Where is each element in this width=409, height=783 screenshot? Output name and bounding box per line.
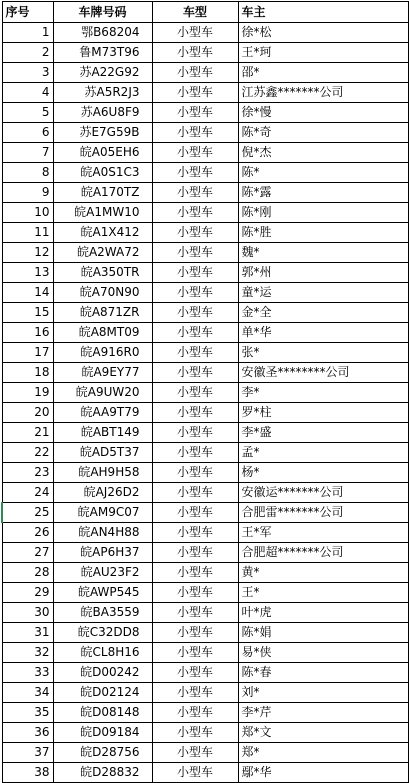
row-plate: 皖AH9H58 xyxy=(53,463,152,483)
row-seq: 1 xyxy=(2,23,53,43)
row-seq: 18 xyxy=(2,363,53,383)
row-owner: 金*全 xyxy=(238,303,408,323)
row-seq: 21 xyxy=(2,423,53,443)
row-plate: 皖A9UW20 xyxy=(53,383,152,403)
row-owner: 张* xyxy=(238,343,408,363)
table-row xyxy=(2,103,408,123)
row-plate: 苏A22G92 xyxy=(53,63,152,83)
row-seq: 7 xyxy=(2,143,53,163)
row-owner: 李* xyxy=(238,383,408,403)
table-row xyxy=(2,263,408,283)
row-seq: 16 xyxy=(2,323,53,343)
row-plate: 皖D28756 xyxy=(53,743,152,763)
vehicle-table xyxy=(1,1,409,783)
row-seq: 31 xyxy=(2,623,53,643)
row-plate: 皖AN4H88 xyxy=(53,523,152,543)
table-row xyxy=(2,223,408,243)
row-plate: 鄂B68204 xyxy=(53,23,152,43)
row-seq: 14 xyxy=(2,283,53,303)
row-owner: 刘* xyxy=(238,683,408,703)
row-seq: 20 xyxy=(2,403,53,423)
row-plate: 皖A0S1C3 xyxy=(53,163,152,183)
row-type: 小型车 xyxy=(152,503,238,523)
row-type: 小型车 xyxy=(152,83,238,103)
row-type: 小型车 xyxy=(152,403,238,423)
row-type: 小型车 xyxy=(152,23,238,43)
table-row xyxy=(2,123,408,143)
row-plate: 皖AU23F2 xyxy=(53,563,152,583)
row-type: 小型车 xyxy=(152,143,238,163)
row-owner: 王*珂 xyxy=(238,43,408,63)
row-plate: 皖A1X412 xyxy=(53,223,152,243)
row-owner: 邵* xyxy=(238,63,408,83)
row-plate: 皖A871ZR xyxy=(53,303,152,323)
row-seq: 27 xyxy=(2,543,53,563)
row-type: 小型车 xyxy=(152,543,238,563)
row-seq: 22 xyxy=(2,443,53,463)
row-seq: 17 xyxy=(2,343,53,363)
table-row xyxy=(2,623,408,643)
row-seq: 38 xyxy=(2,763,53,783)
table-row xyxy=(2,543,408,563)
row-plate: 皖A350TR xyxy=(53,263,152,283)
table-row xyxy=(2,43,408,63)
row-type: 小型车 xyxy=(152,283,238,303)
row-type: 小型车 xyxy=(152,323,238,343)
row-owner: 江苏鑫*******公司 xyxy=(238,83,408,103)
table-row xyxy=(2,583,408,603)
row-plate: 苏E7G59B xyxy=(53,123,152,143)
row-type: 小型车 xyxy=(152,763,238,783)
row-type: 小型车 xyxy=(152,463,238,483)
table-row xyxy=(2,143,408,163)
row-owner: 易*侠 xyxy=(238,643,408,663)
row-seq: 4 xyxy=(2,83,53,103)
row-plate: 皖D08148 xyxy=(53,703,152,723)
row-seq: 15 xyxy=(2,303,53,323)
row-seq: 6 xyxy=(2,123,53,143)
table-row xyxy=(2,63,408,83)
table-row xyxy=(2,383,408,403)
row-owner: 李*芹 xyxy=(238,703,408,723)
row-owner: 郭*州 xyxy=(238,263,408,283)
table-row xyxy=(2,83,408,103)
row-type: 小型车 xyxy=(152,183,238,203)
row-type: 小型车 xyxy=(152,383,238,403)
table-row xyxy=(2,663,408,683)
row-owner: 孟* xyxy=(238,443,408,463)
row-owner: 李*盛 xyxy=(238,423,408,443)
header-plate: 车牌号码 xyxy=(53,2,152,23)
header-row xyxy=(2,2,408,23)
row-type: 小型车 xyxy=(152,263,238,283)
row-type: 小型车 xyxy=(152,163,238,183)
row-type: 小型车 xyxy=(152,343,238,363)
row-owner: 安徽运*******公司 xyxy=(238,483,408,503)
row-plate: 鲁M73T96 xyxy=(53,43,152,63)
row-type: 小型车 xyxy=(152,703,238,723)
row-plate: 皖BA3559 xyxy=(53,603,152,623)
row-plate: 皖AA9T79 xyxy=(53,403,152,423)
row-seq: 37 xyxy=(2,743,53,763)
table-row xyxy=(2,163,408,183)
row-owner: 杨* xyxy=(238,463,408,483)
row-owner: 陈*春 xyxy=(238,663,408,683)
row-seq: 36 xyxy=(2,723,53,743)
row-owner: 郑* xyxy=(238,743,408,763)
row-plate: 皖D28832 xyxy=(53,763,152,783)
table-row xyxy=(2,203,408,223)
row-seq: 29 xyxy=(2,583,53,603)
row-seq: 35 xyxy=(2,703,53,723)
row-owner: 陈*露 xyxy=(238,183,408,203)
row-type: 小型车 xyxy=(152,123,238,143)
row-owner: 鄢*华 xyxy=(238,763,408,783)
row-plate: 皖ABT149 xyxy=(53,423,152,443)
table-row xyxy=(2,403,408,423)
table-row xyxy=(2,523,408,543)
row-seq: 25 xyxy=(2,503,53,523)
table-row xyxy=(2,723,408,743)
row-seq: 28 xyxy=(2,563,53,583)
row-type: 小型车 xyxy=(152,483,238,503)
row-type: 小型车 xyxy=(152,223,238,243)
row-owner: 罗*柱 xyxy=(238,403,408,423)
row-type: 小型车 xyxy=(152,643,238,663)
row-owner: 陈*娟 xyxy=(238,623,408,643)
table-row xyxy=(2,563,408,583)
row-plate: 皖CL8H16 xyxy=(53,643,152,663)
row-plate: 皖D09184 xyxy=(53,723,152,743)
row-seq: 30 xyxy=(2,603,53,623)
row-type: 小型车 xyxy=(152,743,238,763)
row-plate: 皖AJ26D2 xyxy=(53,483,152,503)
row-seq: 13 xyxy=(2,263,53,283)
row-plate: 皖A170TZ xyxy=(53,183,152,203)
row-seq: 8 xyxy=(2,163,53,183)
row-type: 小型车 xyxy=(152,203,238,223)
row-type: 小型车 xyxy=(152,443,238,463)
row-owner: 徐*慢 xyxy=(238,103,408,123)
table-row xyxy=(2,243,408,263)
row-seq: 19 xyxy=(2,383,53,403)
row-type: 小型车 xyxy=(152,563,238,583)
row-plate: 皖AD5T37 xyxy=(53,443,152,463)
row-owner: 合肥雷*******公司 xyxy=(238,503,408,523)
table-row xyxy=(2,423,408,443)
table-row xyxy=(2,463,408,483)
row-seq: 12 xyxy=(2,243,53,263)
table-row xyxy=(2,183,408,203)
row-type: 小型车 xyxy=(152,103,238,123)
table-row xyxy=(2,283,408,303)
row-plate: 皖AWP545 xyxy=(53,583,152,603)
table-row xyxy=(2,363,408,383)
table-row xyxy=(2,703,408,723)
row-owner: 陈*胜 xyxy=(238,223,408,243)
header-type: 车型 xyxy=(152,2,238,23)
row-plate: 皖A916R0 xyxy=(53,343,152,363)
row-owner: 陈* xyxy=(238,163,408,183)
row-plate: 苏A5R2J3 xyxy=(53,83,152,103)
row-plate: 皖D02124 xyxy=(53,683,152,703)
row-type: 小型车 xyxy=(152,303,238,323)
row-owner: 童*运 xyxy=(238,283,408,303)
table-row xyxy=(2,23,408,43)
row-plate: 皖A8MT09 xyxy=(53,323,152,343)
row-seq: 33 xyxy=(2,663,53,683)
row-seq: 34 xyxy=(2,683,53,703)
row-type: 小型车 xyxy=(152,423,238,443)
row-owner: 倪*杰 xyxy=(238,143,408,163)
row-owner: 王* xyxy=(238,583,408,603)
table-row xyxy=(2,443,408,463)
table-row xyxy=(2,343,408,363)
table-row xyxy=(2,503,408,523)
header-seq: 序号 xyxy=(2,2,53,23)
row-seq: 11 xyxy=(2,223,53,243)
row-type: 小型车 xyxy=(152,523,238,543)
table-row xyxy=(2,643,408,663)
row-owner: 陈*刚 xyxy=(238,203,408,223)
row-owner: 徐*松 xyxy=(238,23,408,43)
row-type: 小型车 xyxy=(152,63,238,83)
row-type: 小型车 xyxy=(152,43,238,63)
row-owner: 安徽圣********公司 xyxy=(238,363,408,383)
row-seq: 3 xyxy=(2,63,53,83)
row-plate: 皖A2WA72 xyxy=(53,243,152,263)
row-type: 小型车 xyxy=(152,683,238,703)
row-plate: 皖A70N90 xyxy=(53,283,152,303)
table-row xyxy=(2,323,408,343)
row-plate: 皖D00242 xyxy=(53,663,152,683)
row-type: 小型车 xyxy=(152,723,238,743)
row-owner: 黄* xyxy=(238,563,408,583)
row-plate: 皖AP6H37 xyxy=(53,543,152,563)
row-seq: 9 xyxy=(2,183,53,203)
row-type: 小型车 xyxy=(152,363,238,383)
table-row xyxy=(2,483,408,503)
row-seq: 2 xyxy=(2,43,53,63)
row-owner: 陈*奇 xyxy=(238,123,408,143)
row-seq: 23 xyxy=(2,463,53,483)
row-owner: 合肥超*******公司 xyxy=(238,543,408,563)
row-seq: 5 xyxy=(2,103,53,123)
table-row xyxy=(2,683,408,703)
table-row xyxy=(2,303,408,323)
row-owner: 王*军 xyxy=(238,523,408,543)
row-plate: 皖A05EH6 xyxy=(53,143,152,163)
row-plate: 皖A1MW10 xyxy=(53,203,152,223)
row-plate: 皖A9EY77 xyxy=(53,363,152,383)
header-owner: 车主 xyxy=(238,2,408,23)
row-type: 小型车 xyxy=(152,663,238,683)
row-owner: 叶*虎 xyxy=(238,603,408,623)
row-plate: 皖C32DD8 xyxy=(53,623,152,643)
row-type: 小型车 xyxy=(152,603,238,623)
row-plate: 皖AM9C07 xyxy=(53,503,152,523)
row-owner: 单*华 xyxy=(238,323,408,343)
row-type: 小型车 xyxy=(152,623,238,643)
row-seq: 10 xyxy=(2,203,53,223)
row-owner: 郑*文 xyxy=(238,723,408,743)
row-type: 小型车 xyxy=(152,583,238,603)
row-plate: 苏A6U8F9 xyxy=(53,103,152,123)
row-seq: 32 xyxy=(2,643,53,663)
table-row xyxy=(2,603,408,623)
row-seq: 26 xyxy=(2,523,53,543)
table-row xyxy=(2,743,408,763)
row-seq: 24 xyxy=(2,483,53,503)
row-type: 小型车 xyxy=(152,243,238,263)
row-owner: 魏* xyxy=(238,243,408,263)
